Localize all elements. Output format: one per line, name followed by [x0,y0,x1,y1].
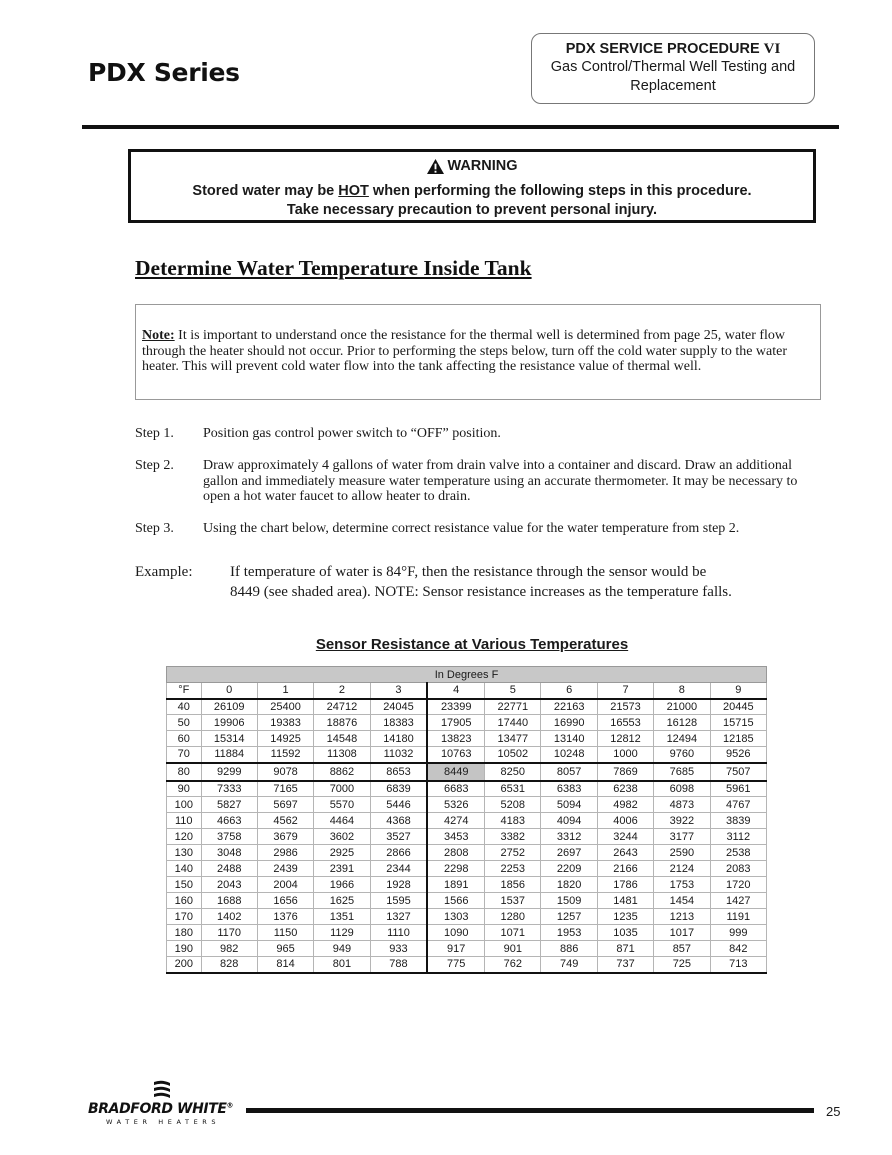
resistance-cell: 7000 [314,781,370,797]
resistance-cell: 4663 [201,813,257,829]
table-row [167,893,767,909]
table-row [167,925,767,941]
resistance-cell: 4873 [654,797,710,813]
table-row [167,877,767,893]
table-row [167,813,767,829]
resistance-cell: 1509 [541,893,597,909]
page-number: 25 [826,1104,841,1119]
resistance-cell: 2298 [427,861,484,877]
resistance-cell: 1090 [427,925,484,941]
resistance-cell: 10502 [485,747,541,763]
resistance-cell: 6238 [597,781,653,797]
resistance-cell: 2083 [710,861,766,877]
row-temperature: 90 [167,781,202,797]
resistance-cell: 901 [485,941,541,957]
resistance-cell: 5208 [485,797,541,813]
resistance-cell: 21573 [597,699,653,715]
resistance-cell: 4274 [427,813,484,829]
resistance-cell: 3758 [201,829,257,845]
table-row [167,715,767,731]
resistance-cell: 1820 [541,877,597,893]
procedure-box [531,33,815,104]
resistance-cell: 5446 [370,797,427,813]
resistance-cell: 814 [257,957,313,973]
resistance-cell: 857 [654,941,710,957]
resistance-cell: 5570 [314,797,370,813]
row-temperature: 190 [167,941,202,957]
resistance-cell: 775 [427,957,484,973]
resistance-cell: 1537 [485,893,541,909]
resistance-cell: 2925 [314,845,370,861]
resistance-cell: 9760 [654,747,710,763]
resistance-cell: 1966 [314,877,370,893]
column-header-9: 9 [710,683,766,699]
brand-tagline: WATER HEATERS [106,1118,221,1126]
resistance-cell: 2697 [541,845,597,861]
table-row [167,699,767,715]
resistance-cell: 1071 [485,925,541,941]
resistance-cell: 1454 [654,893,710,909]
resistance-cell: 1213 [654,909,710,925]
resistance-cell: 713 [710,957,766,973]
resistance-cell: 13140 [541,731,597,747]
resistance-cell: 3839 [710,813,766,829]
column-header-row [167,683,767,699]
resistance-cell: 20445 [710,699,766,715]
resistance-cell: 14925 [257,731,313,747]
resistance-cell: 6683 [427,781,484,797]
resistance-cell: 21000 [654,699,710,715]
column-header-1: 1 [257,683,313,699]
resistance-cell: 18876 [314,715,370,731]
resistance-cell: 6531 [485,781,541,797]
series-title: PDX Series [88,58,240,87]
resistance-table [166,666,767,974]
resistance-cell: 842 [710,941,766,957]
resistance-cell: 17440 [485,715,541,731]
resistance-cell: 2590 [654,845,710,861]
resistance-cell: 24045 [370,699,427,715]
table-body [167,699,767,973]
row-temperature: 80 [167,763,202,781]
resistance-cell: 3177 [654,829,710,845]
resistance-cell: 1035 [597,925,653,941]
resistance-cell: 7165 [257,781,313,797]
resistance-cell: 15314 [201,731,257,747]
resistance-cell: 1566 [427,893,484,909]
warning-line-2: Take necessary precaution to prevent personal injury. [286,202,658,219]
resistance-cell: 12812 [597,731,653,747]
resistance-cell: 2391 [314,861,370,877]
resistance-cell: 1753 [654,877,710,893]
footer-rule [246,1108,814,1113]
resistance-cell: 22771 [485,699,541,715]
step-label: Step 3. [135,521,174,536]
row-temperature: 70 [167,747,202,763]
resistance-cell: 762 [485,957,541,973]
resistance-cell: 1786 [597,877,653,893]
resistance-cell: 12185 [710,731,766,747]
resistance-cell: 13477 [485,731,541,747]
resistance-cell: 3048 [201,845,257,861]
step-text: Using the chart below, determine correct resistance value for the water temperature from step 2. [203,521,740,536]
resistance-cell: 11308 [314,747,370,763]
resistance-cell: 871 [597,941,653,957]
resistance-cell: 9526 [710,747,766,763]
resistance-cell: 8862 [314,763,370,781]
resistance-cell: 18383 [370,715,427,731]
hot-emphasis: HOT [338,182,369,199]
row-temperature: 170 [167,909,202,925]
resistance-cell: 3453 [427,829,484,845]
resistance-cell: 1427 [710,893,766,909]
column-header-8: 8 [654,683,710,699]
resistance-cell: 2643 [597,845,653,861]
resistance-cell: 2866 [370,845,427,861]
resistance-cell: 16553 [597,715,653,731]
warning-triangle-icon [426,158,445,175]
resistance-cell: 1017 [654,925,710,941]
step-text: Draw approximately 4 gallons of water from drain valve into a container and discard. Draw an additional gallon and immediately measure water temperature using an accurate thermometer. It may be necessary to open a hot water faucet to allow heater to drain. [203,458,798,504]
resistance-cell: 1110 [370,925,427,941]
resistance-cell: 1402 [201,909,257,925]
resistance-cell: 1000 [597,747,653,763]
resistance-cell: 4562 [257,813,313,829]
resistance-cell: 3679 [257,829,313,845]
row-temperature: 200 [167,957,202,973]
resistance-cell: 2538 [710,845,766,861]
resistance-cell: 1891 [427,877,484,893]
resistance-cell: 1856 [485,877,541,893]
resistance-cell: 1327 [370,909,427,925]
resistance-cell: 2253 [485,861,541,877]
resistance-cell: 3602 [314,829,370,845]
resistance-cell: 801 [314,957,370,973]
resistance-cell: 2752 [485,845,541,861]
resistance-cell: 24712 [314,699,370,715]
note-box [135,304,821,400]
resistance-cell: 14180 [370,731,427,747]
resistance-cell: 1191 [710,909,766,925]
resistance-cell: 8250 [485,763,541,781]
resistance-cell: 16990 [541,715,597,731]
resistance-cell: 1257 [541,909,597,925]
resistance-cell: 7333 [201,781,257,797]
table-row [167,781,767,797]
resistance-cell: 23399 [427,699,484,715]
step-label: Step 1. [135,426,174,441]
row-temperature: 60 [167,731,202,747]
resistance-cell: 725 [654,957,710,973]
column-header-4: 4 [427,683,484,699]
resistance-cell: 1150 [257,925,313,941]
table-row [167,829,767,845]
resistance-cell: 965 [257,941,313,957]
resistance-cell: 1481 [597,893,653,909]
resistance-cell: 1953 [541,925,597,941]
resistance-cell: 1928 [370,877,427,893]
resistance-cell: 10763 [427,747,484,763]
example-text: If temperature of water is 84°F, then the resistance through the sensor would be 8449 (see shaded area). NOTE: Sensor resistance increases as the temperature falls. [230,564,732,600]
note-text: It is important to understand once the resistance for the thermal well is determined from page 25, water flow through the heater should not occur. Prior to performing the steps below, turn off the cold water supply to the water heater. This will prevent cold water flow into the tank affecting the resistance value of thermal well. [142,328,788,374]
resistance-cell: 12494 [654,731,710,747]
resistance-cell: 982 [201,941,257,957]
resistance-cell: 7685 [654,763,710,781]
resistance-cell: 4094 [541,813,597,829]
resistance-cell: 9299 [201,763,257,781]
resistance-cell: 4982 [597,797,653,813]
row-temperature: 100 [167,797,202,813]
resistance-cell: 19383 [257,715,313,731]
resistance-cell: 15715 [710,715,766,731]
resistance-cell: 8057 [541,763,597,781]
resistance-cell: 737 [597,957,653,973]
resistance-cell: 5697 [257,797,313,813]
resistance-cell: 6383 [541,781,597,797]
resistance-cell: 1625 [314,893,370,909]
resistance-cell: 917 [427,941,484,957]
table-row [167,909,767,925]
resistance-cell: 2808 [427,845,484,861]
step-text: Position gas control power switch to “OFF” position. [203,426,501,441]
warning-title: WARNING [447,158,518,174]
resistance-cell: 1303 [427,909,484,925]
resistance-cell: 788 [370,957,427,973]
table-row [167,797,767,813]
resistance-cell: 10248 [541,747,597,763]
resistance-cell: 1129 [314,925,370,941]
resistance-cell: 3527 [370,829,427,845]
resistance-cell: 1656 [257,893,313,909]
column-header-5: 5 [485,683,541,699]
resistance-cell: 4464 [314,813,370,829]
resistance-cell: 14548 [314,731,370,747]
table-title: Sensor Resistance at Various Temperatures [315,636,629,653]
resistance-cell: 1170 [201,925,257,941]
resistance-cell: 3382 [485,829,541,845]
row-temperature: 180 [167,925,202,941]
resistance-cell: 5827 [201,797,257,813]
resistance-cell: 7869 [597,763,653,781]
resistance-cell: 3244 [597,829,653,845]
warning-line-1: Stored water may be HOT when performing the following steps in this procedure. [192,182,752,199]
resistance-cell: 1688 [201,893,257,909]
resistance-cell: 5094 [541,797,597,813]
table-row [167,763,767,781]
column-header-6: 6 [541,683,597,699]
resistance-cell: 22163 [541,699,597,715]
bradford-white-logo [88,1080,238,1126]
resistance-cell: 949 [314,941,370,957]
resistance-cell: 3312 [541,829,597,845]
resistance-cell: 25400 [257,699,313,715]
flame-logo-icon [148,1080,176,1102]
row-temperature: 40 [167,699,202,715]
resistance-cell: 5961 [710,781,766,797]
column-header-7: 7 [597,683,653,699]
table-row [167,957,767,973]
resistance-cell: 3112 [710,829,766,845]
table-row [167,845,767,861]
resistance-cell: 1351 [314,909,370,925]
resistance-cell: 2004 [257,877,313,893]
resistance-cell: 9078 [257,763,313,781]
registered-mark: ® [226,1101,234,1110]
resistance-cell: 19906 [201,715,257,731]
brand-name: BRADFORD WHITE [88,1101,227,1117]
column-header-temp: °F [167,683,202,699]
resistance-cell: 4183 [485,813,541,829]
resistance-cell: 4368 [370,813,427,829]
row-temperature: 150 [167,877,202,893]
resistance-cell: 749 [541,957,597,973]
resistance-cell: 1595 [370,893,427,909]
resistance-cell: 6098 [654,781,710,797]
resistance-cell: 2043 [201,877,257,893]
table-row [167,747,767,763]
resistance-cell: 16128 [654,715,710,731]
column-header-3: 3 [370,683,427,699]
resistance-cell: 886 [541,941,597,957]
row-temperature: 130 [167,845,202,861]
warning-box [128,149,816,223]
resistance-cell: 3922 [654,813,710,829]
row-temperature: 140 [167,861,202,877]
row-temperature: 120 [167,829,202,845]
procedure-number: VI [763,41,781,57]
row-temperature: 110 [167,813,202,829]
resistance-cell: 2986 [257,845,313,861]
step-label: Step 2. [135,458,174,473]
resistance-cell: 1235 [597,909,653,925]
resistance-cell: 2124 [654,861,710,877]
resistance-cell: 4767 [710,797,766,813]
row-temperature: 50 [167,715,202,731]
resistance-cell: 1280 [485,909,541,925]
resistance-cell: 7507 [710,763,766,781]
resistance-cell: 17905 [427,715,484,731]
resistance-cell: 2166 [597,861,653,877]
highlighted-resistance-cell: 8449 [427,763,484,781]
header-rule [82,125,839,129]
resistance-cell: 1720 [710,877,766,893]
table-row [167,861,767,877]
procedure-title: PDX SERVICE PROCEDURE [565,41,760,57]
resistance-cell: 1376 [257,909,313,925]
section-heading: Determine Water Temperature Inside Tank [135,256,532,280]
resistance-cell: 2488 [201,861,257,877]
column-header-2: 2 [314,683,370,699]
resistance-cell: 2209 [541,861,597,877]
resistance-cell: 828 [201,957,257,973]
resistance-cell: 11884 [201,747,257,763]
resistance-cell: 2439 [257,861,313,877]
table-row [167,731,767,747]
resistance-cell: 13823 [427,731,484,747]
resistance-cell: 8653 [370,763,427,781]
resistance-cell: 5326 [427,797,484,813]
resistance-cell: 999 [710,925,766,941]
procedure-subtitle: Gas Control/Thermal Well Testing and Replacement [550,59,796,94]
resistance-cell: 11592 [257,747,313,763]
column-header-0: 0 [201,683,257,699]
note-label: Note: [142,328,175,343]
table-row [167,941,767,957]
degrees-group-header: In Degrees F [167,667,767,683]
resistance-cell: 2344 [370,861,427,877]
resistance-cell: 933 [370,941,427,957]
row-temperature: 160 [167,893,202,909]
resistance-cell: 4006 [597,813,653,829]
resistance-cell: 26109 [201,699,257,715]
example-label: Example: [135,564,193,580]
resistance-cell: 11032 [370,747,427,763]
resistance-cell: 6839 [370,781,427,797]
